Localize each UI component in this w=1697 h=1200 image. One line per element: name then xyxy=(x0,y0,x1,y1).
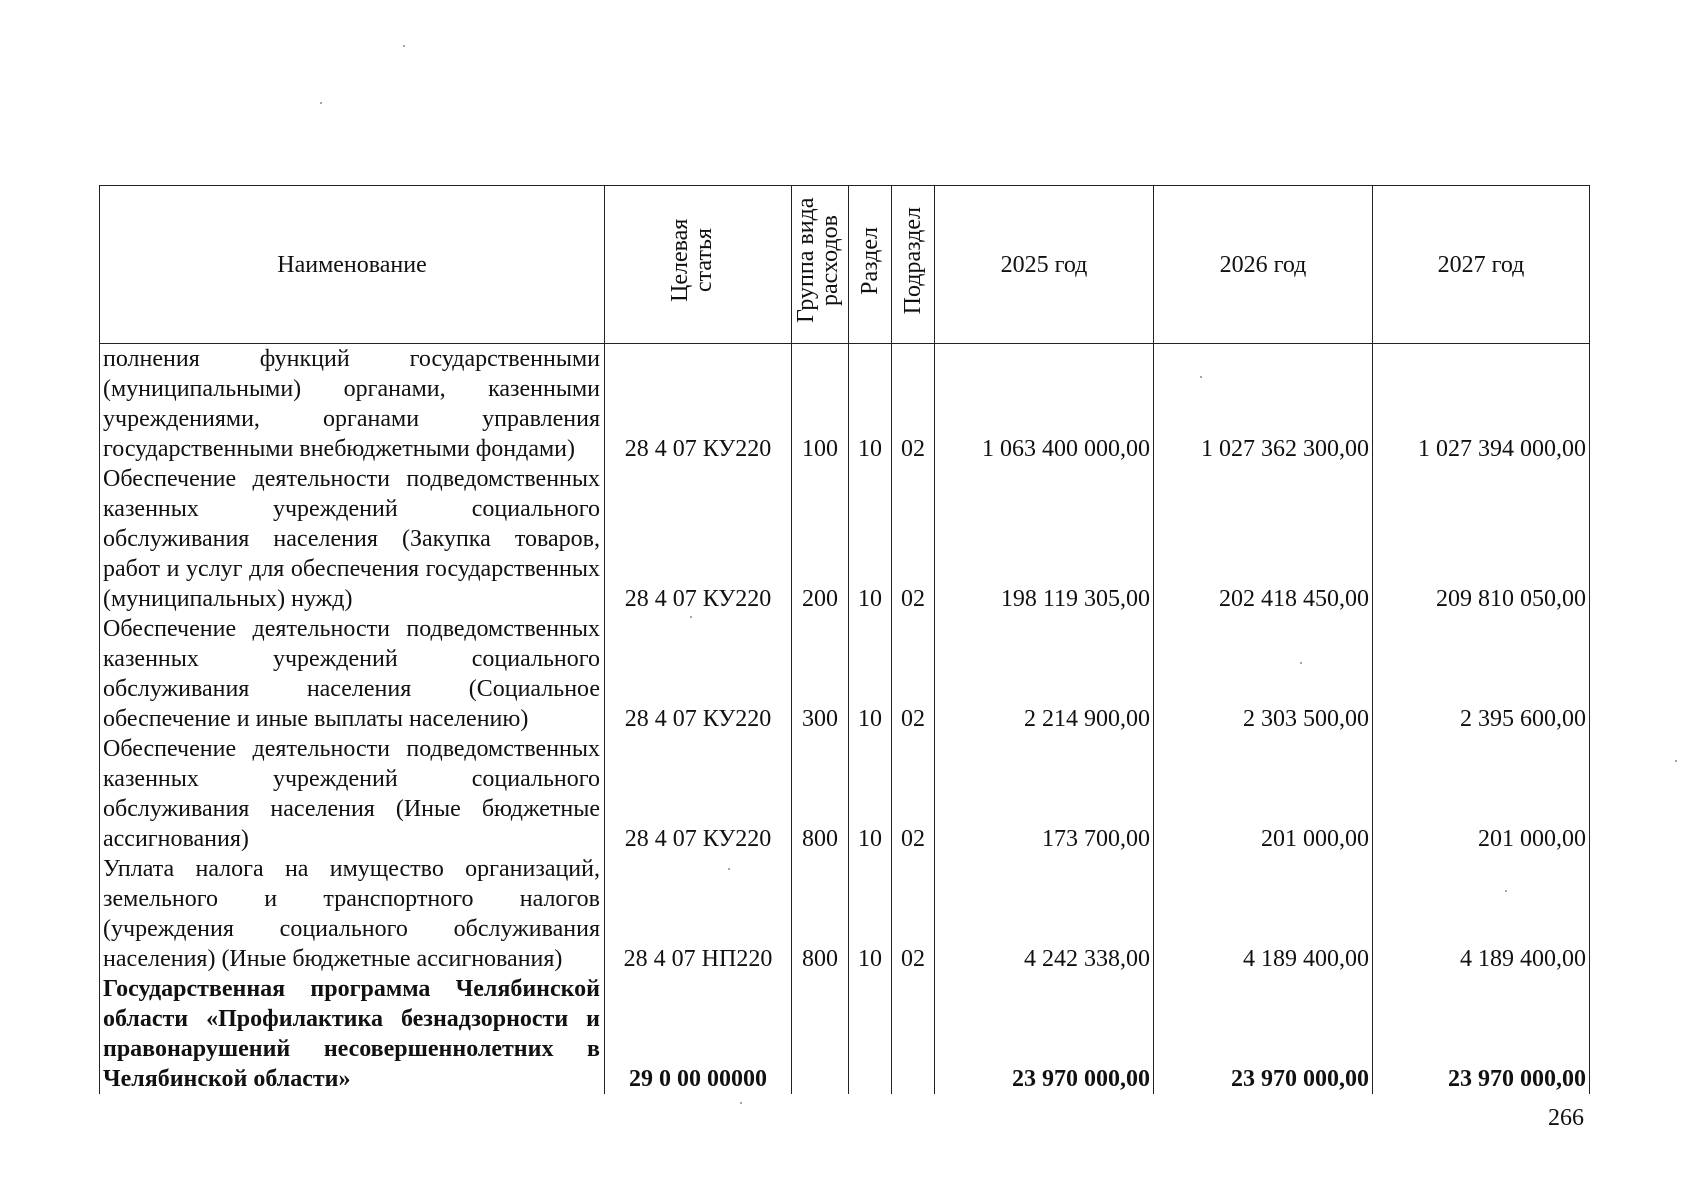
cell-2025: 2 214 900,00 xyxy=(935,614,1154,734)
cell-target: 28 4 07 КУ220 xyxy=(605,344,792,465)
table-row xyxy=(100,344,1590,465)
page-number: 266 xyxy=(1548,1105,1584,1131)
cell-2027: 201 000,00 xyxy=(1373,734,1590,854)
table-row xyxy=(100,854,1590,974)
scan-speck xyxy=(740,1102,742,1104)
scan-speck xyxy=(1200,376,1202,378)
cell-expense-group xyxy=(792,974,849,1094)
cell-2025: 23 970 000,00 xyxy=(935,974,1154,1094)
cell-2027: 1 027 394 000,00 xyxy=(1373,344,1590,465)
cell-name: полнения функций государственными (муниципальными) органами, казенными учреждениями, органами управления государственными внебюджетными фондами) xyxy=(100,344,605,465)
cell-expense-group: 300 xyxy=(792,614,849,734)
cell-2026: 202 418 450,00 xyxy=(1154,464,1373,614)
cell-subsection xyxy=(892,974,935,1094)
cell-2025: 4 242 338,00 xyxy=(935,854,1154,974)
cell-expense-group: 200 xyxy=(792,464,849,614)
cell-2026: 23 970 000,00 xyxy=(1154,974,1373,1094)
cell-2025: 173 700,00 xyxy=(935,734,1154,854)
cell-name: Уплата налога на имущество организаций, земельного и транспортного налогов (учреждения социального обслуживания населения) (Иные бюджетные ассигнования) xyxy=(100,854,605,974)
cell-name: Государственная программа Челябинской области «Профилактика безнадзорности и правонарушений несовершеннолетних в Челябинской области» xyxy=(100,974,605,1094)
scan-speck xyxy=(320,102,322,104)
cell-section: 10 xyxy=(849,614,892,734)
cell-section xyxy=(849,974,892,1094)
cell-subsection: 02 xyxy=(892,854,935,974)
cell-section: 10 xyxy=(849,464,892,614)
cell-expense-group: 800 xyxy=(792,734,849,854)
scan-speck xyxy=(728,868,730,870)
header-2025: 2025 год xyxy=(935,186,1154,344)
scan-speck xyxy=(1675,760,1677,762)
table-row xyxy=(100,614,1590,734)
cell-target: 28 4 07 КУ220 xyxy=(605,734,792,854)
cell-2026: 201 000,00 xyxy=(1154,734,1373,854)
cell-2027: 4 189 400,00 xyxy=(1373,854,1590,974)
cell-section: 10 xyxy=(849,734,892,854)
scan-speck xyxy=(1300,662,1302,664)
cell-name: Обеспечение деятельности подведомственных казенных учреждений социального обслуживания населения (Закупка товаров, работ и услуг для обеспечения государственных (муниципальных) нужд) xyxy=(100,464,605,614)
cell-2026: 4 189 400,00 xyxy=(1154,854,1373,974)
cell-subsection: 02 xyxy=(892,464,935,614)
cell-expense-group: 800 xyxy=(792,854,849,974)
table-row xyxy=(100,974,1590,1094)
budget-table xyxy=(99,185,1590,1094)
cell-2027: 23 970 000,00 xyxy=(1373,974,1590,1094)
header-subsection: Подраздел xyxy=(892,186,935,344)
cell-section: 10 xyxy=(849,344,892,465)
header-2027: 2027 год xyxy=(1373,186,1590,344)
cell-target: 28 4 07 НП220 xyxy=(605,854,792,974)
header-section: Раздел xyxy=(849,186,892,344)
cell-2026: 1 027 362 300,00 xyxy=(1154,344,1373,465)
cell-target: 29 0 00 00000 xyxy=(605,974,792,1094)
header-2026: 2026 год xyxy=(1154,186,1373,344)
cell-section: 10 xyxy=(849,854,892,974)
cell-name: Обеспечение деятельности подведомственных казенных учреждений социального обслуживания населения (Социальное обеспечение и иные выплаты населению) xyxy=(100,614,605,734)
header-name: Наименование xyxy=(100,186,605,344)
cell-expense-group: 100 xyxy=(792,344,849,465)
header-target: Целевая статья xyxy=(605,186,792,344)
scan-speck xyxy=(690,616,692,618)
scan-speck xyxy=(1505,890,1507,892)
cell-2025: 198 119 305,00 xyxy=(935,464,1154,614)
cell-subsection: 02 xyxy=(892,734,935,854)
table-row xyxy=(100,734,1590,854)
header-row xyxy=(100,186,1590,344)
cell-name: Обеспечение деятельности подведомственных казенных учреждений социального обслуживания населения (Иные бюджетные ассигнования) xyxy=(100,734,605,854)
table-row xyxy=(100,464,1590,614)
cell-2027: 2 395 600,00 xyxy=(1373,614,1590,734)
cell-target: 28 4 07 КУ220 xyxy=(605,464,792,614)
header-expense-group: Группа вида расходов xyxy=(792,186,849,344)
cell-2026: 2 303 500,00 xyxy=(1154,614,1373,734)
scan-speck xyxy=(403,45,405,47)
cell-subsection: 02 xyxy=(892,344,935,465)
cell-2027: 209 810 050,00 xyxy=(1373,464,1590,614)
cell-subsection: 02 xyxy=(892,614,935,734)
cell-2025: 1 063 400 000,00 xyxy=(935,344,1154,465)
cell-target: 28 4 07 КУ220 xyxy=(605,614,792,734)
